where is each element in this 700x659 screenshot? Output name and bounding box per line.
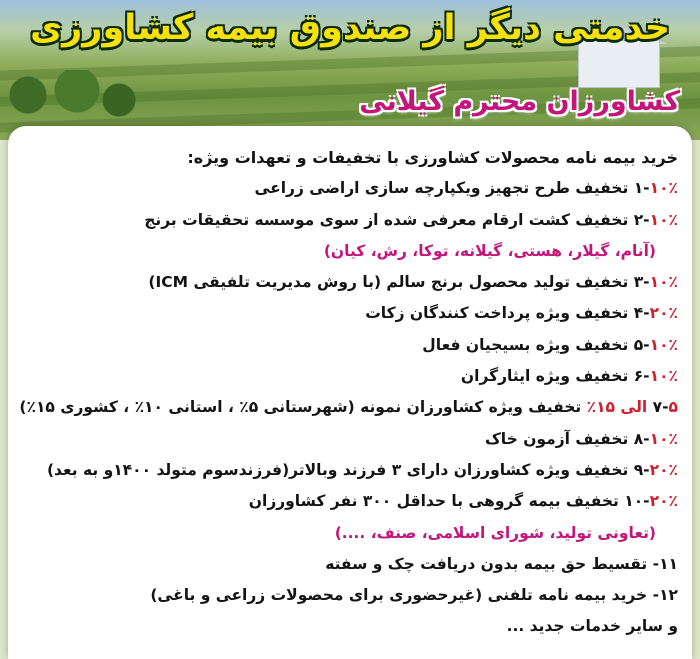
offer-list <box>16 142 678 643</box>
discount-percent: ۱۰٪ <box>649 210 678 229</box>
intro-text: خرید بیمه نامه محصولات کشاورزی با تخفیفات و تعهدات ویژه: <box>187 148 678 167</box>
item-number: ۳- <box>633 273 650 292</box>
item-text: تقسیط حق بیمه بدون دریافت چک و سفته <box>325 554 653 573</box>
header-banner <box>0 0 700 140</box>
list-item <box>16 486 678 517</box>
list-item <box>16 330 678 361</box>
list-item <box>16 611 678 642</box>
list-item <box>16 549 678 580</box>
item-text: تخفیف ویژه کشاورزان نمونه (شهرستانی ۵٪ ، استانی ۱۰٪ ، کشوری ۱۵٪) <box>19 398 587 417</box>
item-text: تخفیف تولید محصول برنج سالم (با روش مدیریت تلفیقی ICM) <box>148 273 634 292</box>
item-text: تخفیف بیمه گروهی با حداقل ۳۰۰ نفر کشاورزان <box>248 492 625 511</box>
list-item <box>16 580 678 611</box>
item-number: ۵- <box>633 335 650 354</box>
item-number: ۴- <box>633 304 650 323</box>
discount-percent: ۱۰٪ <box>649 273 678 292</box>
discount-percent: ۵ الی ۱۵٪ <box>586 398 678 417</box>
item-number: ۷- <box>652 398 669 417</box>
item-text: و سایر خدمات جدید ... <box>506 617 678 636</box>
list-item <box>16 518 678 549</box>
trees-illustration <box>0 70 140 120</box>
list-item <box>16 267 678 298</box>
item-number: ۱۱- <box>652 554 678 573</box>
list-item <box>16 205 678 236</box>
list-item <box>16 392 678 423</box>
item-number: ۸- <box>633 429 650 448</box>
page-title: خدمتی دیگر از صندوق بیمه کشاورزی <box>30 8 670 48</box>
item-number: ۹- <box>633 460 650 479</box>
content-card <box>8 126 692 659</box>
item-number: ۱- <box>633 179 650 198</box>
item-text: تخفیف طرح تجهیز ویکپارچه سازی اراضی زراعی <box>254 179 634 198</box>
item-number: ۱۰- <box>624 492 650 511</box>
list-item <box>16 424 678 455</box>
discount-percent: ۲۰٪ <box>649 304 678 323</box>
page-subtitle: کشاورزان محترم گیلانی <box>359 86 680 117</box>
item-text: خرید بیمه نامه تلفنی (غیرحضوری برای محصولات زراعی و باغی) <box>150 586 653 605</box>
item-text: تخفیف ویژه ایثارگران <box>460 367 634 386</box>
item-number: ۲- <box>633 210 650 229</box>
list-item <box>16 455 678 486</box>
list-item <box>16 361 678 392</box>
item-text: تخفیف ویژه پرداخت کنندگان زکات <box>365 304 634 323</box>
item-text: تخفیف آزمون خاک <box>484 429 634 448</box>
discount-percent: ۱۰٪ <box>649 367 678 386</box>
discount-percent: ۱۰٪ <box>649 179 678 198</box>
discount-percent: ۱۰٪ <box>649 335 678 354</box>
item-text: تخفیف ویژه کشاورزان دارای ۳ فرزند وبالاتر(فرزندسوم متولد ۱۴۰۰و به بعد) <box>46 460 634 479</box>
list-item <box>16 298 678 329</box>
discount-percent: ۲۰٪ <box>649 460 678 479</box>
discount-percent: ۱۰٪ <box>649 429 678 448</box>
item-number: ۱۲- <box>652 586 678 605</box>
item-text: تخفیف ویژه بسیجیان فعال <box>422 335 634 354</box>
group-examples: (تعاونی تولید، شورای اسلامی، صنف، ....) <box>334 523 656 542</box>
list-item <box>16 236 678 267</box>
item-number: ۶- <box>633 367 650 386</box>
item-text: تخفیف کشت ارقام معرفی شده از سوی موسسه تحقیقات برنج <box>144 210 634 229</box>
rice-varieties: (آنام، گیلار، هستی، گیلانه، توکا، رش، کیان) <box>323 241 656 260</box>
discount-percent: ۲۰٪ <box>649 492 678 511</box>
list-item <box>16 173 678 204</box>
